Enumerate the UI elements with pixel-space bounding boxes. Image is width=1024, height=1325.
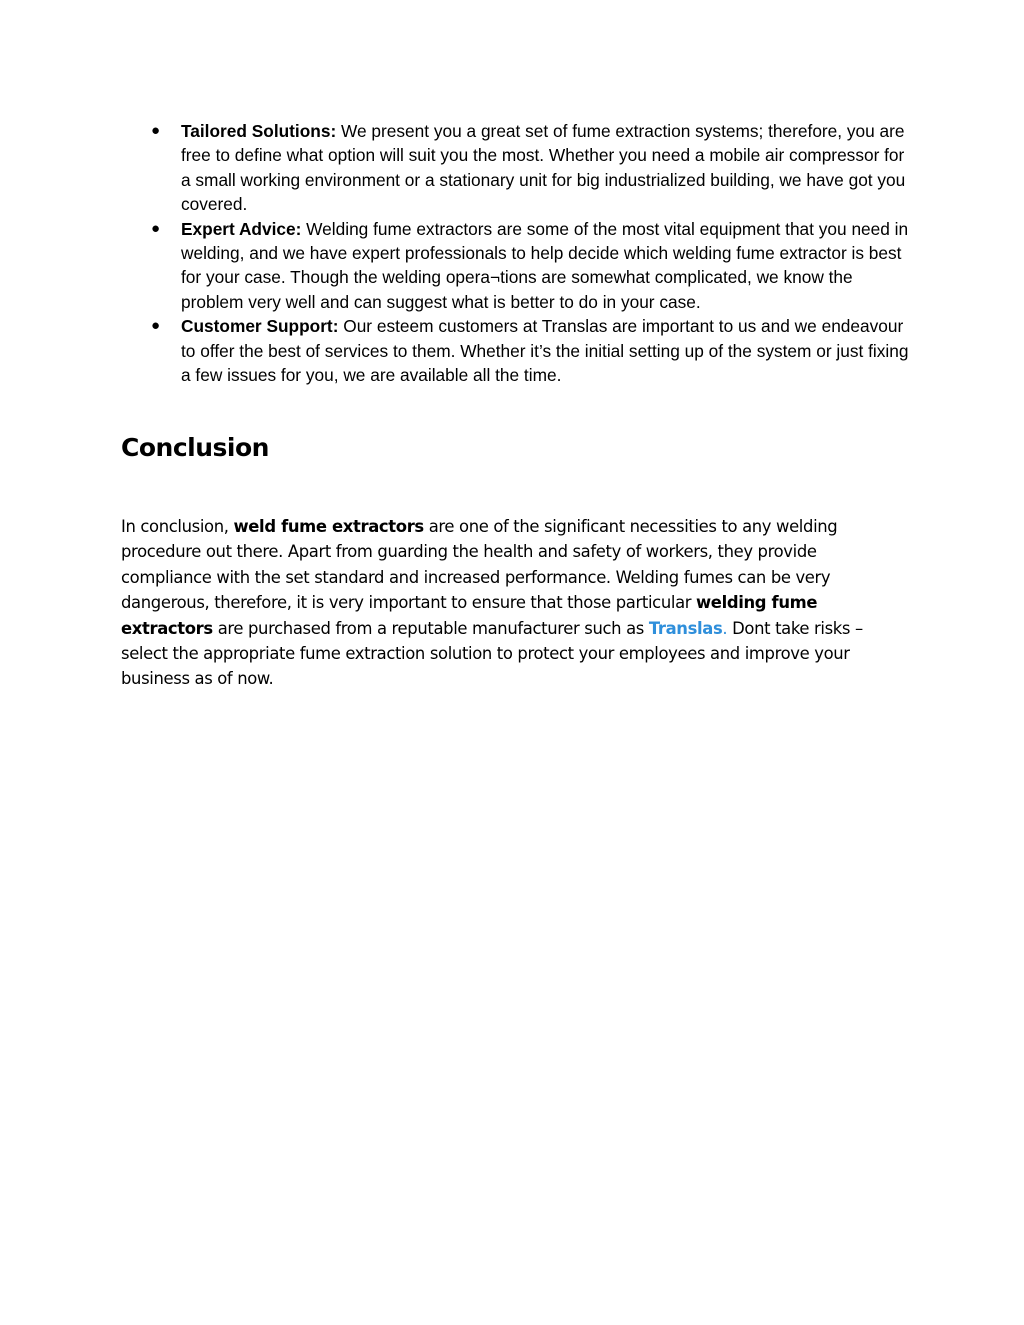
list-item-title: Tailored Solutions: xyxy=(181,121,337,141)
list-item xyxy=(121,119,911,217)
conclusion-intro: In conclusion, xyxy=(121,517,234,536)
link-period: . xyxy=(722,618,728,638)
list-item xyxy=(121,314,911,387)
list-item xyxy=(121,217,911,315)
translas-link[interactable]: Translas xyxy=(648,618,723,638)
bullet-icon: ● xyxy=(151,219,161,237)
bold-phrase: weld fume extractors xyxy=(233,517,424,536)
list-item-text: We present you a great set of fume extraction systems; therefore, you are free to define what option will suit you the most. Whether you need a mobile air compressor for a small working environment or a stationary unit for big industrialized building, we have got you covered. xyxy=(181,121,906,215)
benefits-list xyxy=(121,119,911,387)
list-item-text: Welding fume extractors are some of the most vital equipment that you need in welding, and we have expert professionals to help decide which welding fume extractor is best for your case. Though the welding opera¬tions are somewhat complicated, we know the problem very well and can suggest what is better to do in your case. xyxy=(181,218,909,312)
list-item-title: Customer Support: xyxy=(181,316,339,337)
conclusion-text: Dont take risks – select the appropriate fume extraction solution to protect your employees and improve your business as of now. xyxy=(121,618,863,689)
list-item-text: Our esteem customers at Translas are important to us and we endeavour to offer the best of services to them. Whether it’s the initial setting up of the system or just fixing a few issues for you, we are available all the time. xyxy=(181,316,909,386)
bold-phrase: welding fume extractors xyxy=(121,593,818,638)
bullet-icon: ● xyxy=(151,317,161,335)
conclusion-text: are one of the significant necessities to any welding procedure out there. Apart from guarding the health and safety of workers, they provide compliance with the set standard and increased performance. Welding fumes can be very dangerous, therefore, it is very important to ensure that those particular xyxy=(121,517,838,613)
conclusion-paragraph xyxy=(121,514,881,692)
conclusion-text: are purchased from a reputable manufacturer such as xyxy=(212,618,649,638)
conclusion-heading: Conclusion xyxy=(121,433,269,462)
list-item-title: Expert Advice: xyxy=(181,218,302,239)
bullet-icon: ● xyxy=(151,122,161,139)
